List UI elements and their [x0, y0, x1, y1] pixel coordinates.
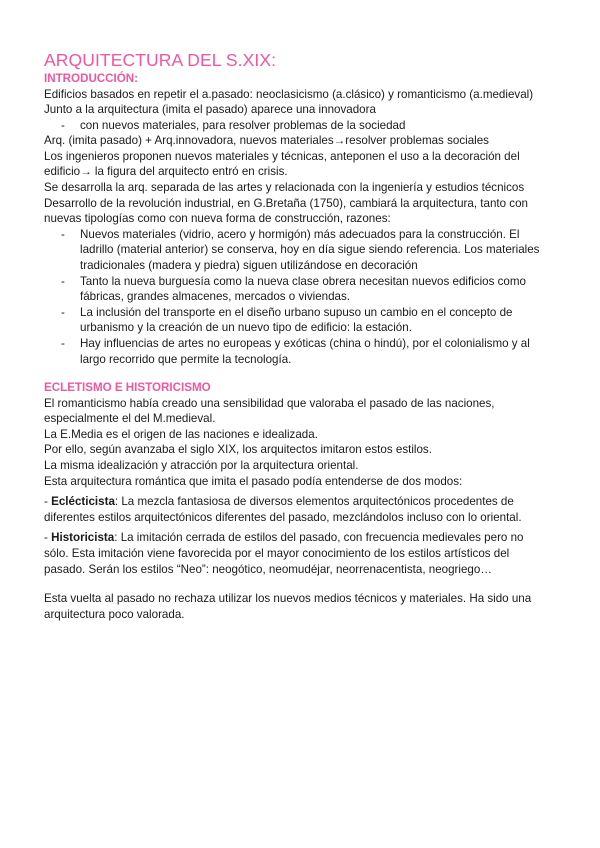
list-item [44, 227, 556, 274]
dash-bullet-icon: - [61, 227, 65, 241]
definition-text: : La mezcla fantasiosa de diversos elementos arquitectónicos procedentes de [114, 495, 514, 509]
intro-line: Junto a la arquitectura (imita el pasado) aparece una innovadora [44, 103, 376, 117]
list-item-line: largo recorrido que permite la tecnología. [80, 352, 292, 366]
list-item-line: La inclusión del transporte en el diseño urbano supuso un cambio en el concepto de [80, 305, 513, 319]
list-item [44, 118, 556, 134]
dash-bullet-icon: - [61, 337, 65, 350]
list-item [44, 305, 556, 336]
body-line: especialmente el del M.medieval. [44, 412, 216, 426]
body-line: Por ello, según avanzaba el siglo XIX, los arquitectos imitaron estos estilos. [44, 443, 432, 457]
body-line: Esta arquitectura romántica que imita el pasado podía entenderse de dos modos: [44, 474, 463, 488]
body-line: El romanticismo había creado una sensibilidad que valoraba el pasado de las naciones, [44, 396, 495, 410]
list-item-line: Tanto la nueva burguesía como la nueva clase obrera necesitan nuevos edificios como [80, 274, 526, 288]
intro-line: Arq. (imita pasado) + Arq.innovadora, nuevos materiales→resolver problemas sociales [44, 134, 489, 148]
list-item-line: ladrillo (material anterior) se conserva, hoy en día sigue siendo referencia. Los materiales [80, 243, 540, 257]
page-title: ARQUITECTURA DEL S.XIX: [44, 50, 277, 70]
list-item-line: fábricas, grandes almacenes, mercados o viviendas. [80, 290, 351, 304]
definition-text: : La imitación cerrada de estilos del pasado, con frecuencia medievales pero no [114, 531, 524, 545]
intro-line: Los ingenieros proponen nuevos materiales y técnicas, anteponen el uso a la decoración del [44, 149, 520, 163]
intro-line: edificio→ la figura del arquitecto entró en crisis. [44, 165, 288, 179]
intro-line: Edificios basados en repetir el a.pasado: neoclasicismo (a.clásico) y romanticismo (a.medieval) [44, 87, 534, 101]
reasons-list [44, 227, 556, 367]
definition-text: sólo. Esta imitación viene favorecida por el mayor conocimiento de los estilos artísticos del [44, 547, 510, 561]
list-item [44, 274, 556, 305]
dash-bullet-icon: - [61, 305, 65, 319]
closing-line: Esta vuelta al pasado no rechaza utilizar los nuevos medios técnicos y materiales. Ha sido una [44, 592, 532, 606]
dash-bullet-icon: - [44, 531, 52, 545]
dash-bullet-icon: - [44, 495, 52, 509]
intro-line: nuevas tipologías como con nueva forma de construcción, razones: [44, 212, 391, 226]
intro-line: Desarrollo de la revolución industrial, en G.Bretaña (1750), cambiará la arquitectura, tanto con [44, 196, 528, 210]
eclecticism-heading: ECLETISMO E HISTORICISMO [44, 381, 211, 395]
list-item-text: con nuevos materiales, para resolver problemas de la sociedad [80, 118, 406, 132]
eclecticist-term: Eclécticista [51, 495, 115, 509]
intro-heading: INTRODUCCIÓN: [44, 72, 139, 85]
historicist-term: Historicista [51, 531, 115, 545]
list-item-line: Hay influencias de artes no europeas y exóticas (china o hindú), por el colonialismo y al [80, 337, 530, 350]
definition-text: diferentes estilos arquitectónicos diferentes del pasado, mezclándolos incluso con lo oriental. [44, 510, 522, 524]
intro-section [44, 71, 556, 367]
body-line: La E.Media es el origen de las naciones e idealizada. [44, 427, 318, 441]
body-line: La misma idealización y atracción por la arquitectura oriental. [44, 459, 359, 473]
historicist-definition [44, 530, 556, 577]
eclecticism-section [44, 380, 556, 622]
closing-line: arquitectura poco valorada. [44, 607, 185, 621]
definition-text: pasado. Serán los estilos “Neo”: neogótico, neomudéjar, neorrenacentista, neogriego… [44, 562, 492, 576]
intro-sublist [44, 118, 556, 134]
list-item-line: tradicionales (madera y piedra) siguen utilizándose en decoración [80, 259, 418, 273]
list-item-line: Nuevos materiales (vidrio, acero y hormigón) más adecuados para la construcción. El [80, 227, 520, 241]
dash-bullet-icon: - [61, 118, 65, 132]
dash-bullet-icon: - [61, 274, 65, 288]
list-item [44, 336, 556, 367]
list-item-line: urbanismo y la creación de un nuevo tipo de edificio: la estación. [80, 321, 412, 335]
eclecticist-definition [44, 494, 556, 525]
intro-line: Se desarrolla la arq. separada de las artes y relacionada con la ingeniería y estudios técnicos [44, 181, 525, 195]
